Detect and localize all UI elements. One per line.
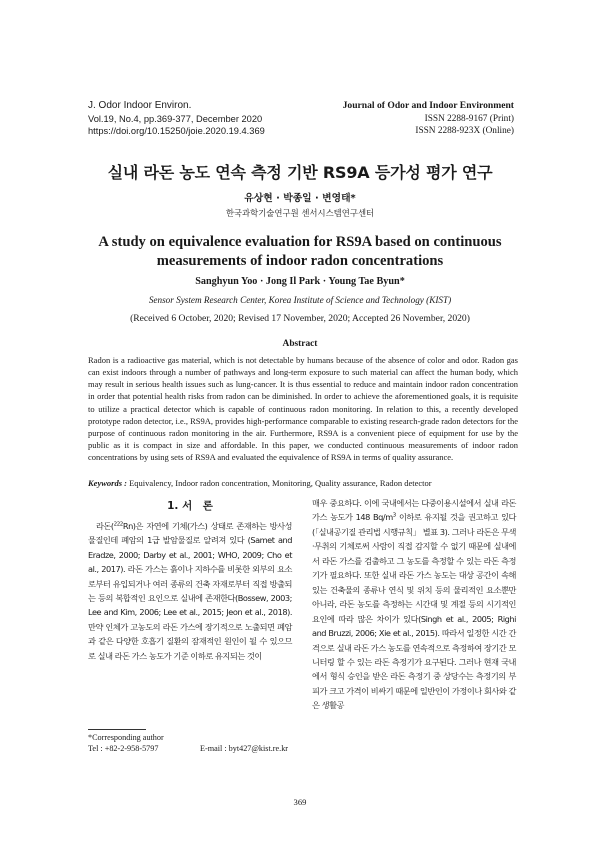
corresponding-author-email[interactable]: E-mail : byt427@kist.re.kr (200, 744, 289, 753)
received-dates: (Received 6 October, 2020; Revised 17 November, 2020; Accepted 26 November, 2020) (130, 313, 470, 324)
intro-text-body: Rn)은 자연에 기체(가스) 상태로 존재하는 방사성 물질인데 폐암의 1급 발암물질로 알려져 있다 (Samet and Eradze, 2000; Darby et al., 2001; WHO, 2009; Cho et al., 2017). 라돈 가스는 흙이나 지하수를 비롯한 외부의 요소로부터 유입되거나 여러 종류의 건축 자재로부터 직접 방출되는 등의 복합적인 요인으로 실내에 존재한다(Bossew, 2003; Lee and Kim, 2006; Lee et al., 2015; Jeon et al., 2018). 만약 인체가 고농도의 라돈 가스에 장기적으로 노출되면 폐암과 같은 다양한 호흡기 질환의 잠재적인 원인이 될 수 있으므로 실내 라돈 가스 농도가 기준 이하로 유지되는 것이 (88, 521, 292, 661)
unit-superscript: 3 (392, 512, 396, 519)
corresponding-author-label: *Corresponding author (88, 733, 164, 742)
english-title-line2: measurements of indoor radon concentrations (156, 253, 444, 269)
intro-right-pre: 매우 중요하다. 이에 국내에서는 다중이용시설에서 실내 라돈 가스 농도가 148 Bq/m (312, 498, 516, 523)
korean-affiliation: 한국과학기술연구원 센서시스템연구센터 (225, 208, 375, 218)
issn-print: ISSN 2288-9167 (Print) (424, 113, 514, 124)
journal-full-name: Journal of Odor and Indoor Environment (342, 100, 514, 111)
isotope-superscript: 222 (113, 521, 123, 528)
issn-online: ISSN 2288-923X (Online) (415, 126, 514, 137)
corresponding-author-tel: Tel : +82-2-958-5797 (88, 744, 159, 753)
section-heading-introduction: 1. 서 론 (167, 500, 213, 512)
korean-authors: 유상현 · 박종일 · 변영태* (244, 193, 356, 204)
english-title-line1: A study on equivalence evaluation for RS9A based on continuous (98, 234, 502, 250)
abstract-body: Radon is a radioactive gas material, which is not detectable by humans because of the absence of color and odor. Radon gas can exist indoors through a number of pathways and long-term exposure to such material can affect the human body, which may result in serious health issues such as lung-cancer. It is thus essential to reduce and maintain indoor radon concentration in order that potential health risks from radon can be diminished. In order to achieve the aforementioned goals, it is requisite to utilize a practical detector which is capable of continuous radon monitoring. In relation to this, a recently developed prototype radon detector, i.e., RS9A, provides high-performance comparable to existing research-grade radon detectors for the purpose of continuous radon monitoring in the air. Furthermore, RS9A is a convenient piece of equipment for use by the public as it is compact in size and affordable. In this paper, we conducted continuous measurements of indoor radon concentrations by using sets of RS9A and evaluated the equivalence of RS9A in terms of quality assurance. (88, 355, 518, 463)
footnote-divider (88, 729, 146, 730)
intro-text-pre: 라돈( (96, 521, 114, 531)
english-authors: Sanghyun Yoo · Jong Il Park · Young Tae Byun* (195, 276, 405, 287)
body-column-right (312, 496, 516, 713)
body-column-left (88, 519, 292, 663)
english-title (60, 233, 540, 271)
doi-link[interactable]: https://doi.org/10.15250/joie.2020.19.4.369 (88, 126, 265, 137)
journal-short-name: J. Odor Indoor Environ. (88, 100, 192, 111)
page-number: 369 (293, 797, 307, 807)
keywords-list: Equivalency, Indoor radon concentration, Monitoring, Quality assurance, Radon detector (126, 478, 432, 488)
keywords-line (88, 477, 518, 489)
keywords-label: Keywords : (88, 478, 127, 488)
volume-pages: Vol.19, No.4, pp.369-377, December 2020 (88, 113, 263, 124)
english-affiliation: Sensor System Research Center, Korea Institute of Science and Technology (KIST) (148, 295, 452, 305)
intro-right-body: 이하로 유지될 것을 권고하고 있다(「실내공기질 관리법 시행규칙」 별표 3). 그러나 라돈은 무색·무취의 기체로써 사람이 직접 감지할 수 없기 때문에 실내에서 라돈 가스를 검출하고 그 농도를 측정할 수 있는 라돈 측정기가 필요하다. 또한 실내 라돈 가스 농도는 대상 공간이 속해 있는 건축물의 종류나 연식 및 위치 등의 물리적인 요소뿐만 아니라, 라돈 농도를 측정하는 시간대 및 계절 등의 시기적인 요인에 따라 많은 차이가 있다(Singh et al., 2005; Righi and Bruzzi, 2006; Xie et al., 2015). 따라서 일정한 시간 간격으로 실내 라돈 가스 농도를 연속적으로 측정하여 장기간 모니터링 할 수 있는 라돈 측정기가 요구된다. 그러나 현재 국내에서 형식 승인을 받은 라돈 측정기 중 상당수는 측정기의 부피가 크고 가격이 비싸기 때문에 일반인이 가정이나 회사와 같은 생활공 (312, 512, 516, 711)
header-right (343, 100, 514, 138)
korean-title: 실내 라돈 농도 연속 측정 기반 RS9A 등가성 평가 연구 (107, 163, 493, 182)
abstract-heading: Abstract (282, 339, 318, 349)
header-left (88, 100, 265, 138)
